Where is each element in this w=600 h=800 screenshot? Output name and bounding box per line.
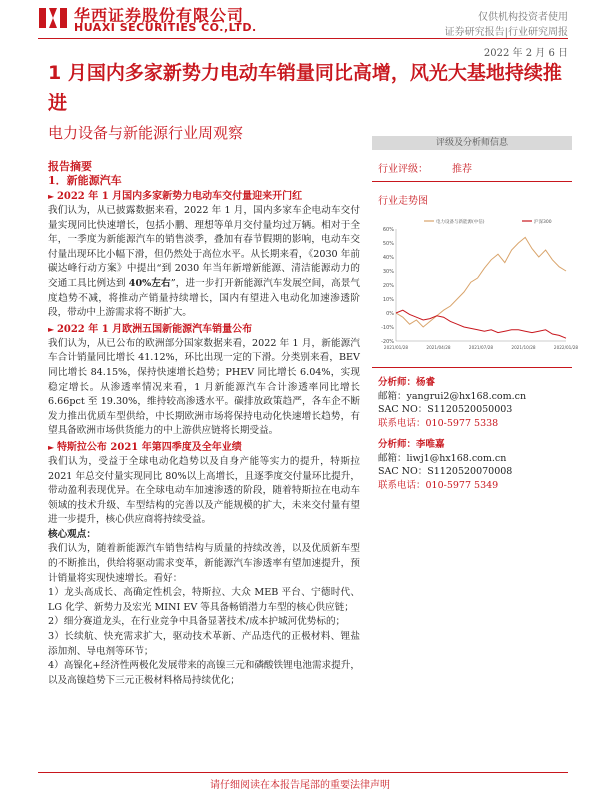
analyst-2 — [378, 438, 572, 492]
y-tick-label: 20% — [382, 283, 394, 289]
paragraph-1: 我们认为，从已披露数据来看，2022 年 1 月，国内多家车企电动车交付量实现同比快速增长，包括小鹏、理想等单月交付量均过万辆。相对于全年，一季度为新能源汽车的销售淡季，叠加有春节假期的影响，电动车交付量出现环比小幅下滑，但仍然处于高位水平。从长期来看，《2030 年前碳达峰行动方案》中提出“到 2030 年当年新增新能源、清洁能源动力的交通工具比例达到 40%左右”，进一步打开新能源汽车发展空间，高景气度趋势不减，将推动产销量持续增长，国内有望进入电动化加速渗透阶段，带动中上游需求将不断扩大。 — [48, 205, 361, 319]
analyst-1-email: 邮箱：yangrui2@hx168.com.cn — [378, 390, 527, 402]
rating-row — [378, 160, 572, 175]
y-tick-label: 40% — [382, 255, 394, 261]
analyst-2-sac: SAC NO：S1120520070008 — [378, 466, 513, 477]
sidebar — [372, 136, 579, 492]
rating-box-header: 评级及分析师信息 — [372, 136, 572, 150]
trend-chart-label: 行业走势图 — [378, 196, 428, 207]
paragraph-3: 我们认为，受益于全球电动化趋势以及自身产能等实力的提升，特斯拉 2021 年总交付量实现同比 80%以上高增长，且逐季度交付量环比提升，带动盈利表现优异。在全球电动车加速渗透的阶段，随着特斯拉在电动车领域的技术升级、车型结构的完善以及产能规模的扩大，未来交付量有望进一步提升，核心供应商将持续受益。 — [48, 455, 360, 526]
brand-name-cn: 华西证券股份有限公司 — [74, 6, 245, 25]
analyst-2-email: 邮箱：liwj1@hx168.com.cn — [378, 452, 507, 464]
x-tick-label: 2021/07/28 — [468, 345, 494, 350]
core-item-4: 4）高镍化+经济性两极化发展带来的高镍三元和磷酸铁锂电池需求提升，以及高镍趋势下三元正极材料格局持续优化； — [48, 660, 360, 686]
section-ev-heading: 1．新能源汽车 — [48, 174, 122, 187]
brand-name-en: HUAXI SECURITIES CO.,LTD. — [74, 21, 257, 34]
series-line-1 — [396, 310, 566, 338]
core-view-label: 核心观点： — [48, 528, 96, 540]
y-tick-label: 0% — [386, 311, 394, 317]
subheading-2: ► 2022 年 1 月欧洲五国新能源汽车销量公布 — [48, 323, 253, 335]
industry-trend-chart — [372, 211, 579, 361]
triangle-bullet-icon: ► — [48, 323, 57, 334]
audience-note: 仅供机构投资者使用 — [478, 12, 568, 23]
chart-divider — [372, 367, 572, 368]
report-title: 1 月国内多家新势力电动车销量同比高增，风光大基地持续推进 — [48, 62, 562, 114]
core-item-2: 2）细分赛道龙头，在行业竞争中具备显著技术/成本护城河优势标的； — [48, 616, 346, 628]
x-tick-label: 2021/10/28 — [511, 345, 536, 350]
legal-notice: 请仔细阅读在本报告尾部的重要法律声明 — [210, 780, 390, 791]
analyst-1-name: 分析师：杨睿 — [378, 377, 436, 388]
huaxi-logo-icon — [38, 6, 68, 30]
paragraph-2: 我们认为，从已公布的欧洲部分国家数据来看，2022 年 1 月，新能源汽车合计销量同比增长 41.12%，环比出现一定的下滑。分类别来看，BEV 同比增长 84.15%，保持快速增长趋势；PHEV 同比增长 6.04%，实现稳定增长。从渗透率情况来看，1 月新能源汽车合计渗透率同比增长 6.66pct 至 19.30%，维持较高渗透水平。碳排放政策趋严，各车企不断发力推出优质车型供给，中长期欧洲市场将保持电动化快速增长趋势，有望具备欧洲市场供货能力的中上游供应链将长期受益。 — [48, 337, 360, 437]
analyst-1 — [378, 376, 572, 430]
core-view-paragraph: 我们认为，随着新能源汽车销售结构与质量的持续改善，以及优质新车型的不断推出，供给将驱动需求变革，新能源汽车渗透率有望加速提升，预计销量将实现快速增长。看好： — [48, 543, 360, 584]
y-tick-label: -20% — [381, 339, 394, 345]
x-tick-label: 2022/01/28 — [553, 345, 579, 350]
y-tick-label: 60% — [382, 227, 394, 233]
report-date: 2022 年 2 月 6 日 — [483, 48, 568, 59]
core-item-1: 1）龙头高成长、高确定性机会，特斯拉、大众 MEB 平台、宁德时代、LG 化学、新势力及宏光 MINI EV 等具备畅销潜力车型的核心供应链； — [48, 587, 360, 613]
triangle-bullet-icon: ► — [48, 191, 57, 201]
analyst-2-phone: 联系电话：010-5977 5349 — [378, 479, 499, 491]
y-tick-label: 50% — [382, 241, 394, 247]
rating-value: 推荐 — [452, 164, 472, 175]
y-tick-label: 30% — [382, 269, 394, 275]
x-tick-label: 2021/01/28 — [383, 345, 409, 350]
legend-label-1: 沪深300 — [534, 220, 552, 225]
analyst-2-name: 分析师：李唯嘉 — [378, 439, 445, 450]
footer-divider — [38, 772, 568, 773]
subheading-3: ► 特斯拉公布 2021 年第四季度及全年业绩 — [48, 441, 242, 453]
core-item-3: 3）长续航、快充需求扩大，驱动技术革新、产品迭代的正极材料、锂盐添加剂、导电剂等环节； — [48, 631, 360, 657]
subheading-1: ► 2022 年 1 月国内多家新势力电动车交付量迎来开门红 — [48, 191, 303, 202]
x-tick-label: 2021/04/28 — [426, 345, 451, 350]
analyst-1-sac: SAC NO：S1120520050003 — [378, 404, 513, 415]
summary-column — [48, 160, 360, 688]
analyst-1-phone: 联系电话：010-5977 5338 — [378, 417, 499, 429]
y-tick-label: 10% — [382, 297, 394, 303]
rating-divider — [372, 181, 572, 182]
y-tick-label: -10% — [381, 325, 394, 331]
legend-label-0: 电力设备与新能源(中信) — [436, 220, 485, 225]
header-divider — [38, 38, 568, 39]
report-subtitle: 电力设备与新能源行业周观察 — [48, 124, 244, 142]
summary-heading: 报告摘要 — [48, 160, 92, 173]
report-type: 证券研究报告|行业研究周报 — [444, 27, 568, 38]
series-line-0 — [396, 237, 566, 327]
triangle-bullet-icon: ► — [48, 441, 57, 452]
rating-label: 行业评级： — [378, 164, 428, 175]
